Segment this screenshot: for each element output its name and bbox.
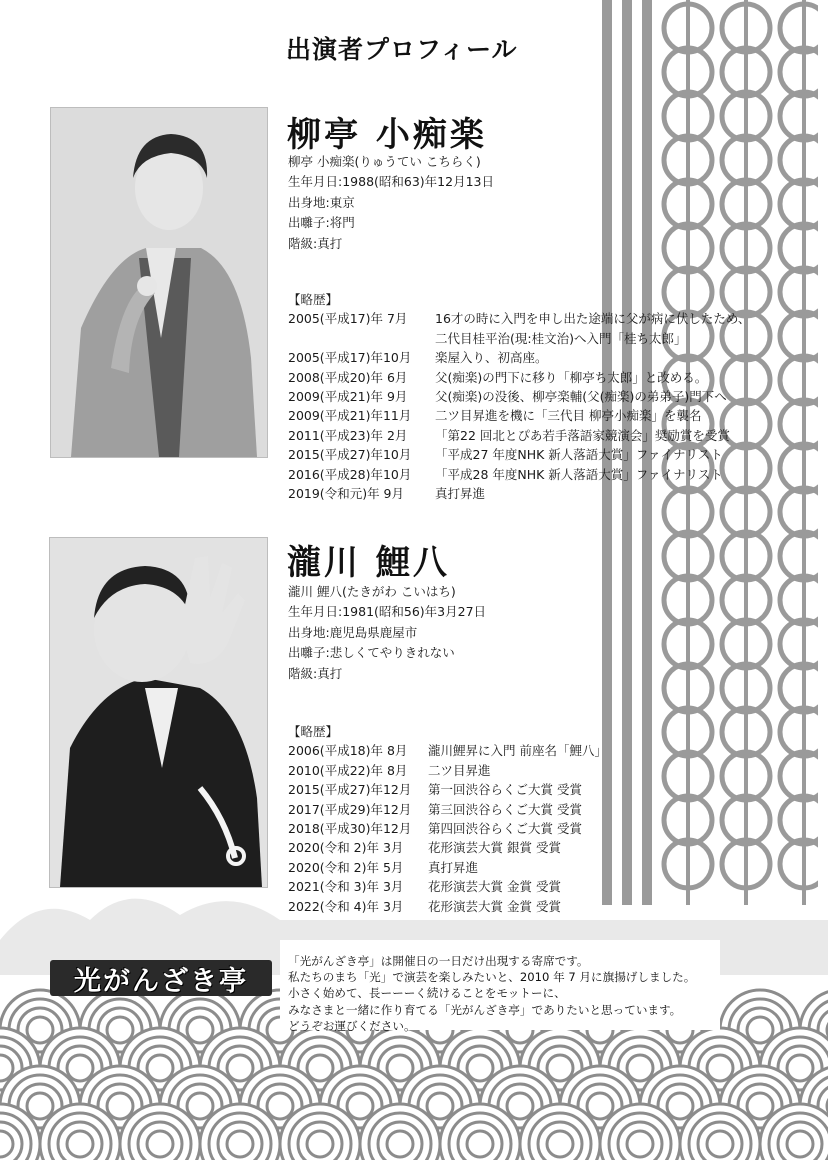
description-line: どうぞお運びください。 [288, 1018, 416, 1033]
description-line: 小さく始めて、長ーーーく続けることをモットーに、 [288, 986, 566, 1001]
career-history [288, 290, 750, 503]
page-title: 出演者プロフィール [286, 35, 518, 64]
history-date: 2020(令和 2)年 3月 [288, 840, 404, 856]
history-row [288, 484, 750, 503]
history-text: 花形演芸大賞 銀賞 受賞 [428, 840, 561, 856]
history-row [288, 761, 607, 780]
history-text: 二ツ目昇進を機に「三代目 柳亭小痴楽」を襲名 [435, 408, 702, 424]
history-row [288, 348, 750, 367]
history-row [288, 329, 750, 348]
history-row [288, 445, 750, 464]
venue-logo [50, 960, 272, 996]
history-date: 2022(令和 4)年 3月 [288, 898, 404, 914]
history-text: 花形演芸大賞 金賞 受賞 [428, 879, 561, 895]
history-date: 2017(平成29)年12月 [288, 801, 412, 817]
birthplace: 出身地:東京 [288, 194, 355, 210]
debayashi: 出囃子:悲しくてやりきれない [288, 645, 455, 661]
history-row [288, 800, 607, 819]
history-date: 2005(平成17)年 7月 [288, 311, 408, 327]
performer-reading: 瀧川 鯉八(たきがわ こいはち) [288, 584, 456, 599]
history-date: 2021(令和 3)年 3月 [288, 879, 404, 895]
history-date: 2011(平成23)年 2月 [288, 427, 408, 443]
performer-photo-1 [50, 107, 268, 458]
history-date: 2009(平成21)年11月 [288, 408, 412, 424]
history-row [288, 897, 607, 916]
history-text: 二ツ目昇進 [428, 762, 491, 778]
history-row [288, 819, 607, 838]
birthdate: 生年月日:1988(昭和63)年12月13日 [288, 174, 494, 190]
history-text: 「第22 回北とぴあ若手落語家競演会」奨励賞を受賞 [435, 427, 730, 443]
history-date: 2006(平成18)年 8月 [288, 743, 408, 759]
history-text: 父(痴楽)の没後、柳亭楽輔(父(痴楽)の弟弟子)門下へ [435, 389, 727, 405]
history-date: 2008(平成20)年 6月 [288, 369, 408, 385]
history-row [288, 858, 607, 877]
history-text: 真打昇進 [435, 486, 486, 502]
history-date: 2010(平成22)年 8月 [288, 762, 408, 778]
performer-photo-2 [49, 537, 268, 888]
performer-name: 瀧川 鯉八 [287, 543, 450, 583]
history-row [288, 309, 750, 328]
birthdate: 生年月日:1981(昭和56)年3月27日 [288, 604, 487, 620]
history-date: 2015(平成27)年10月 [288, 447, 412, 463]
performer-reading: 柳亭 小痴楽(りゅうてい こちらく) [288, 154, 481, 169]
history-row [288, 387, 750, 406]
history-text: 楽屋入り、初高座。 [435, 350, 548, 366]
history-date: 2016(平成28)年10月 [288, 466, 412, 482]
history-text: 二代目桂平治(現:桂文治)へ入門「桂ち太郎」 [435, 330, 687, 346]
history-date [288, 329, 435, 348]
history-text: 瀧川鯉昇に入門 前座名「鯉八」 [428, 743, 607, 759]
history-row [288, 780, 607, 799]
history-row [288, 426, 750, 445]
history-text: 花形演芸大賞 金賞 受賞 [428, 898, 561, 914]
history-heading: 【略歴】 [288, 724, 339, 739]
career-history [288, 722, 607, 916]
venue-logo-text: 光がんざき亭 [74, 965, 248, 997]
performer-info [288, 582, 486, 684]
history-text: 16才の時に入門を申し出た途端に父が病に伏したため、 [435, 311, 751, 327]
history-date: 2015(平成27)年12月 [288, 782, 412, 798]
history-text: 第四回渋谷らくご大賞 受賞 [428, 821, 582, 837]
description-line: みなさまと一緒に作り育てる「光がんざき亭」でありたいと思っています。 [288, 1002, 682, 1017]
history-row [288, 368, 750, 387]
history-row [288, 465, 750, 484]
description-line: 私たちのまち「光」で演芸を楽しみたいと、2010 年 7 月に旗揚げしました。 [288, 970, 696, 985]
history-text: 第三回渋谷らくご大賞 受賞 [428, 801, 582, 817]
birthplace: 出身地:鹿児島県鹿屋市 [288, 624, 418, 640]
history-date: 2020(令和 2)年 5月 [288, 859, 404, 875]
history-row [288, 877, 607, 896]
performer-name: 柳亭 小痴楽 [287, 115, 487, 155]
history-date: 2019(令和元)年 9月 [288, 486, 404, 502]
history-text: 「平成28 年度NHK 新人落語大賞」ファイナリスト [435, 466, 723, 482]
history-row [288, 406, 750, 425]
history-date: 2009(平成21)年 9月 [288, 389, 408, 405]
rank: 階級:真打 [288, 665, 343, 681]
history-date: 2005(平成17)年10月 [288, 350, 412, 366]
history-row [288, 838, 607, 857]
history-date: 2018(平成30)年12月 [288, 821, 412, 837]
venue-description [288, 953, 695, 1034]
history-row [288, 741, 607, 760]
history-text: 「平成27 年度NHK 新人落語大賞」ファイナリスト [435, 447, 723, 463]
history-text: 真打昇進 [428, 859, 479, 875]
history-heading: 【略歴】 [288, 292, 339, 307]
history-text: 第一回渋谷らくご大賞 受賞 [428, 782, 582, 798]
performer-info [288, 152, 494, 254]
rank: 階級:真打 [288, 235, 343, 251]
debayashi: 出囃子:将門 [288, 215, 355, 231]
description-line: 「光がんざき亭」は開催日の一日だけ出現する寄席です。 [288, 954, 589, 968]
history-text: 父(痴楽)の門下に移り「柳亭ち太郎」と改める。 [435, 369, 708, 385]
